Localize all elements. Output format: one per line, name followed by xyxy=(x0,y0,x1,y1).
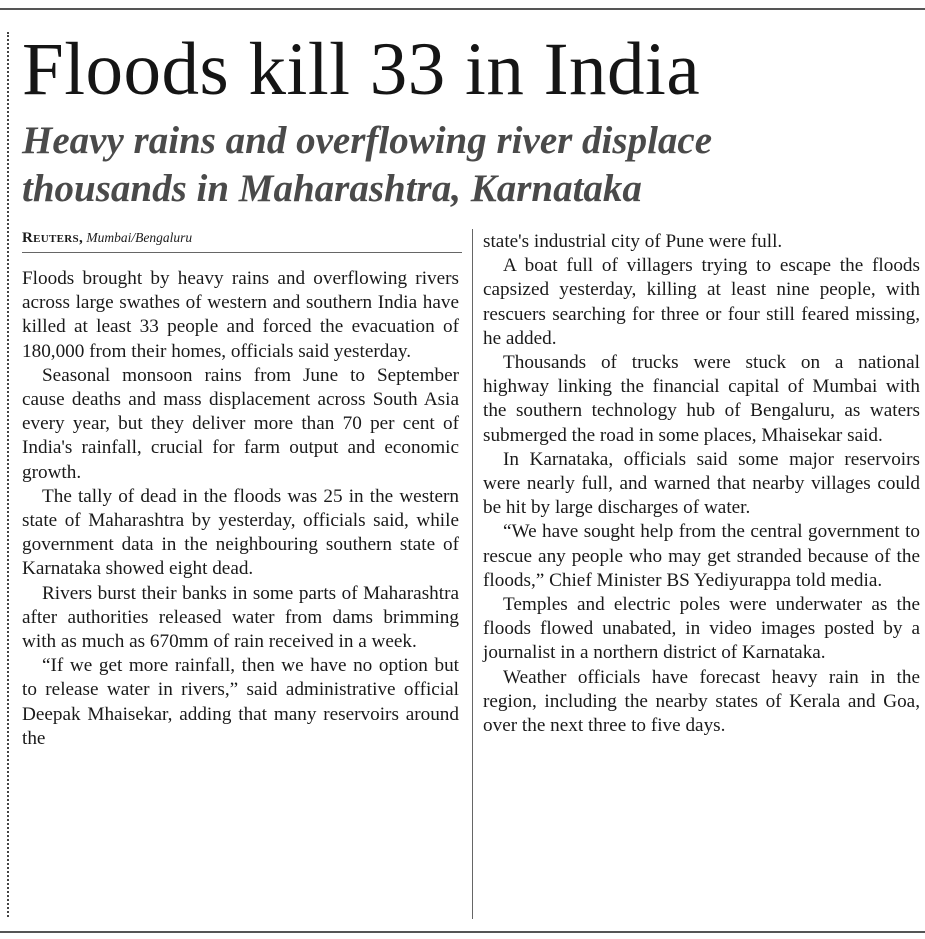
subheadline-line: thousands in Maharashtra, Karnataka xyxy=(22,167,642,210)
paragraph: A boat full of villagers trying to escape the floods capsized yesterday, killing at least nine people, with rescuers searching for three or four still feared missing, he added. xyxy=(483,255,920,349)
byline-agency: Reuters, xyxy=(22,230,83,246)
paragraph: Temples and electric poles were underwater as the floods flowed unabated, in video images posted by a journalist in a northern district of Karnataka. xyxy=(483,594,920,664)
bottom-rule xyxy=(0,931,925,933)
right-column xyxy=(483,230,920,738)
byline xyxy=(22,229,462,247)
paragraph: “We have sought help from the central government to rescue any people who may get stranded because of the floods,” Chief Minister BS Yediyurappa told media. xyxy=(483,521,920,591)
paragraph: Seasonal monsoon rains from June to September cause deaths and mass displacement across South Asia every year, but they deliver more than 70 per cent of India's rainfall, crucial for farm output and economic growth. xyxy=(22,364,459,483)
top-rule xyxy=(0,8,925,10)
paragraph: Floods brought by heavy rains and overflowing rivers across large swathes of western and southern India have killed at least 33 people and forced the evacuation of 180,000 from their homes, officials said yesterday. xyxy=(22,268,459,362)
paragraph: “If we get more rainfall, then we have no option but to release water in rivers,” said administrative official Deepak Mhaisekar, adding that many reservoirs around the xyxy=(22,655,459,749)
paragraph-continuation: state's industrial city of Pune were full. xyxy=(483,231,783,252)
left-column xyxy=(22,267,459,751)
paragraph: Weather officials have forecast heavy rain in the region, including the nearby states of Kerala and Goa, over the next three to five days. xyxy=(483,666,920,737)
subheadline-line: Heavy rains and overflowing river displace xyxy=(22,119,713,162)
byline-rule xyxy=(22,252,462,253)
paragraph: Rivers burst their banks in some parts of Maharashtra after authorities released water from dams brimming with as much as 670mm of rain received in a week. xyxy=(22,582,459,653)
paragraph: In Karnataka, officials said some major reservoirs were nearly full, and warned that nearby villages could be hit by large discharges of water. xyxy=(483,448,920,519)
column-separator xyxy=(472,229,473,919)
byline-location: Mumbai/Bengaluru xyxy=(86,230,193,245)
dotted-margin-border xyxy=(7,32,9,917)
subheadline xyxy=(22,117,917,213)
paragraph: Thousands of trucks were stuck on a national highway linking the financial capital of Mumbai with the southern technology hub of Bengaluru, as waters submerged the road in some places, Mhaisekar said. xyxy=(483,352,920,446)
paragraph: The tally of dead in the floods was 25 in the western state of Maharashtra by yesterday, officials said, while government data in the neighbouring southern state of Karnataka showed eight dead. xyxy=(22,485,459,580)
headline: Floods kill 33 in India xyxy=(22,28,701,111)
